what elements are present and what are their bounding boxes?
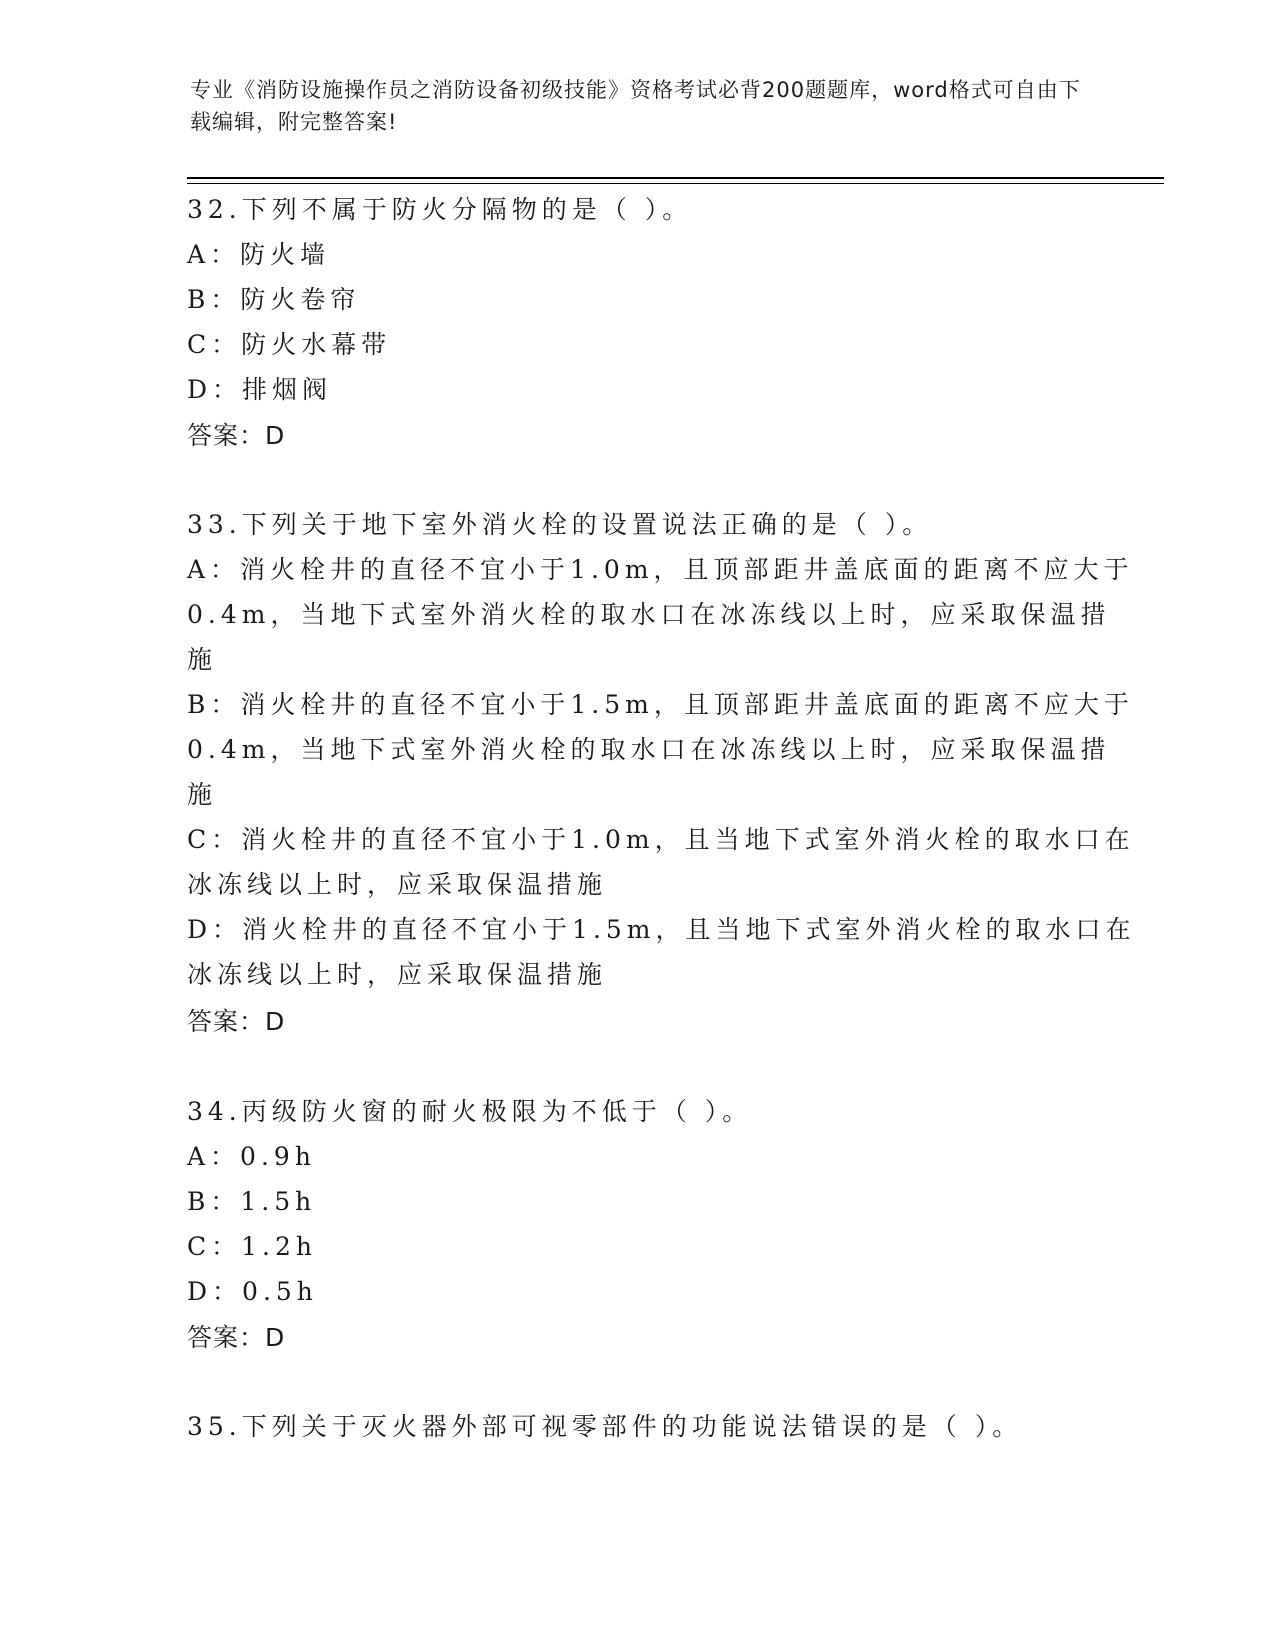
question-34-option-b: B：1.5h xyxy=(187,1187,317,1216)
question-33-option-line: D：消火栓井的直径不宜小于1.5m，且当地下式室外消火栓的取水口在 xyxy=(187,915,1136,944)
header-divider-thick xyxy=(187,177,1164,179)
question-32-option-a: A：防火墙 xyxy=(187,240,331,269)
question-33-option-line: 0.4m，当地下式室外消火栓的取水口在冰冻线以上时，应采取保温措 xyxy=(187,735,1111,764)
question-33-option-line: B：消火栓井的直径不宜小于1.5m，且顶部距井盖底面的距离不应大于 xyxy=(187,690,1134,719)
question-33-option-line: 冰冻线以上时，应采取保温措施 xyxy=(187,960,608,989)
question-34-option-a: A：0.9h xyxy=(187,1142,316,1171)
question-33-option-line: 施 xyxy=(187,645,218,674)
question-33-stem: 33.下列关于地下室外消火栓的设置说法正确的是（ ）。 xyxy=(187,510,933,539)
question-33-option-line: 0.4m，当地下式室外消火栓的取水口在冰冻线以上时，应采取保温措 xyxy=(187,600,1111,629)
question-32-option-c: C：防火水幕带 xyxy=(187,330,392,359)
document-header: 专业《消防设施操作员之消防设备初级技能》资格考试必背200题题库，word格式可自由下载编辑，附完整答案! xyxy=(190,78,1081,134)
question-32-stem: 32.下列不属于防火分隔物的是（ ）。 xyxy=(187,195,693,224)
header-divider-thin xyxy=(187,183,1164,184)
question-33-answer: 答案：D xyxy=(187,1007,286,1036)
question-35-stem: 35.下列关于灭火器外部可视零部件的功能说法错误的是（ ）。 xyxy=(187,1412,1023,1441)
question-32-option-d: D：排烟阀 xyxy=(187,375,333,404)
question-32-answer: 答案：D xyxy=(187,421,286,450)
question-33-option-line: A：消火栓井的直径不宜小于1.0m，且顶部距井盖底面的距离不应大于 xyxy=(187,555,1134,584)
question-33-option-line: 施 xyxy=(187,780,218,809)
question-34-option-d: D：0.5h xyxy=(187,1277,318,1306)
question-33-option-line: 冰冻线以上时，应采取保温措施 xyxy=(187,870,608,899)
question-34-answer: 答案：D xyxy=(187,1323,286,1352)
question-32-option-b: B：防火卷帘 xyxy=(187,285,361,314)
question-34-option-c: C：1.2h xyxy=(187,1232,317,1261)
question-33-option-line: C：消火栓井的直径不宜小于1.0m，且当地下式室外消火栓的取水口在 xyxy=(187,825,1135,854)
question-34-stem: 34.丙级防火窗的耐火极限为不低于（ ）。 xyxy=(187,1097,753,1126)
